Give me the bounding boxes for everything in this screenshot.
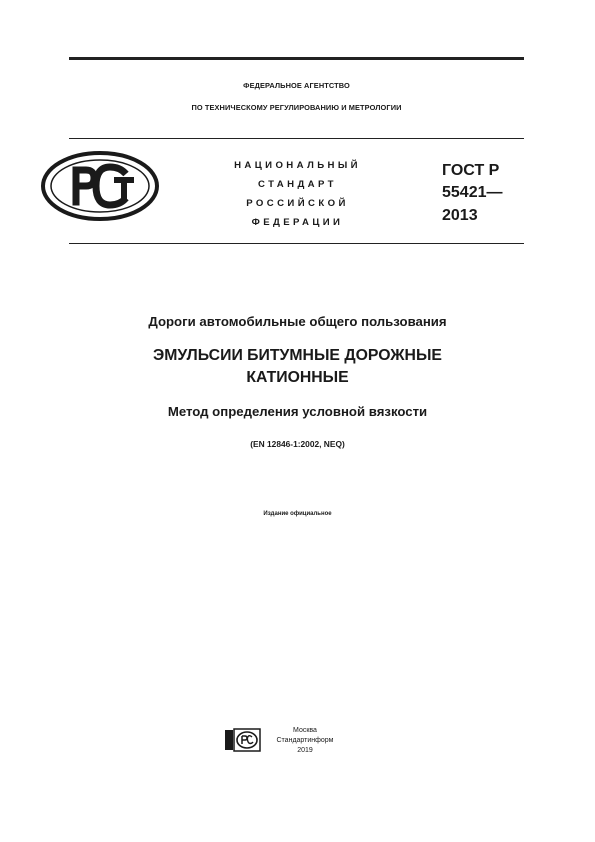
standard-line-1: НАЦИОНАЛЬНЫЙ: [234, 160, 361, 171]
agency-line-2: ПО ТЕХНИЧЕСКОМУ РЕГУЛИРОВАНИЮ И МЕТРОЛОГИИ: [191, 103, 402, 112]
rst-logo-icon: [40, 150, 160, 222]
publisher-year: 2019: [297, 747, 313, 754]
standard-line-4: ФЕДЕРАЦИИ: [251, 217, 344, 228]
edition-note: Издание официальное: [263, 511, 332, 517]
top-rule: [69, 57, 524, 60]
publisher-city: Москва: [293, 727, 317, 734]
document-method-title: Метод определения условной вязкости: [167, 404, 428, 419]
agency-line-1: ФЕДЕРАЛЬНОЕ АГЕНТСТВО: [243, 81, 350, 90]
equivalence-note: (EN 12846-1:2002, NEQ): [250, 439, 345, 449]
standartinform-logo-icon: [224, 728, 262, 752]
document-title-line-1: ЭМУЛЬСИИ БИТУМНЫЕ ДОРОЖНЫЕ: [153, 347, 442, 364]
publisher-name: Стандартинформ: [276, 737, 334, 744]
designation-line-2: 55421—: [442, 184, 503, 201]
document-subtitle: Дороги автомобильные общего пользования: [148, 314, 447, 329]
designation-line-3: 2013: [442, 207, 478, 224]
document-title-line-2: КАТИОННЫЕ: [246, 369, 349, 386]
designation-line-1: ГОСТ Р: [442, 162, 500, 179]
standard-line-3: РОССИЙСКОЙ: [246, 198, 349, 209]
bottom-rule: [69, 243, 524, 244]
middle-rule: [69, 138, 524, 139]
standard-line-2: СТАНДАРТ: [258, 179, 337, 190]
